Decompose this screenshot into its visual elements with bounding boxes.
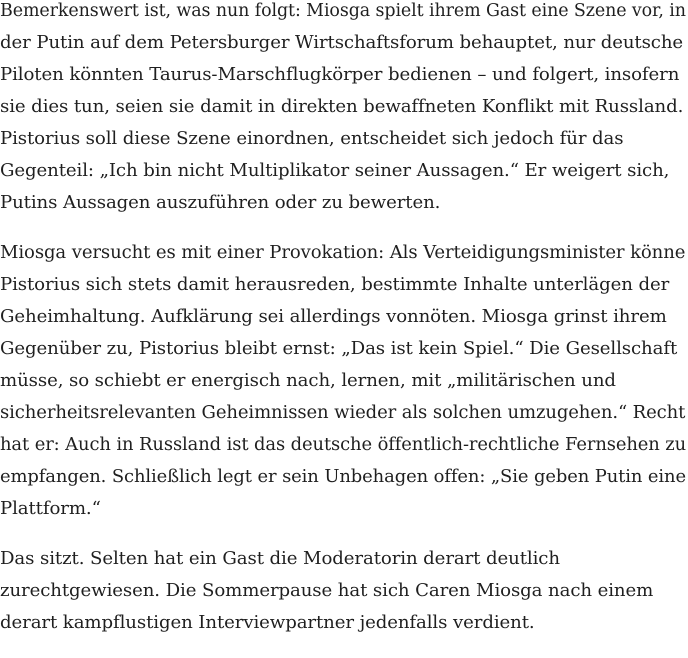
paragraph-line: derart kampflustigen Interviewpartner jedenfalls verdient. <box>0 612 535 633</box>
paragraph-line: Pistorius soll diese Szene einordnen, entscheidet sich jedoch für das <box>0 128 624 149</box>
paragraph-3 <box>0 543 688 639</box>
paragraph-line: zurechtgewiesen. Die Sommerpause hat sich Caren Miosga nach einem <box>0 580 654 601</box>
paragraph-1 <box>0 0 688 219</box>
paragraph-line: sicherheitsrelevanten Geheimnissen wieder als solchen umzugehen.“ Recht <box>0 402 686 423</box>
paragraph-line: müsse, so schiebt er energisch nach, lernen, mit „militärischen und <box>0 370 616 391</box>
paragraph-line: Plattform.“ <box>0 498 101 519</box>
paragraph-line: Das sitzt. Selten hat ein Gast die Moderatorin derart deutlich <box>0 548 560 569</box>
paragraph-line: sie dies tun, seien sie damit in direkten bewaffneten Konflikt mit Russland. <box>0 96 684 117</box>
paragraph-line: Bemerkenswert ist, was nun folgt: Miosga spielt ihrem Gast eine Szene vor, in <box>0 1 686 21</box>
paragraph-2 <box>0 237 688 525</box>
paragraph-line: Geheimhaltung. Aufklärung sei allerdings vonnöten. Miosga grinst ihrem <box>0 306 667 327</box>
paragraph-line: Putins Aussagen auszuführen oder zu bewerten. <box>0 192 441 213</box>
paragraph-line: Gegenteil: „Ich bin nicht Multiplikator seiner Aussagen.“ Er weigert sich, <box>0 160 670 181</box>
paragraph-line: Miosga versucht es mit einer Provokation: Als Verteidigungsminister könne <box>0 242 686 263</box>
paragraph-line: Gegenüber zu, Pistorius bleibt ernst: „Das ist kein Spiel.“ Die Gesellschaft <box>0 338 678 359</box>
paragraph-line: Pistorius sich stets damit herausreden, bestimmte Inhalte unterlägen der <box>0 274 670 295</box>
paragraph-line: empfangen. Schließlich legt er sein Unbehagen offen: „Sie geben Putin eine <box>0 466 687 487</box>
paragraph-line: der Putin auf dem Petersburger Wirtschaftsforum behauptet, nur deutsche <box>0 32 684 53</box>
paragraph-line: Piloten könnten Taurus-Marschflugkörper bedienen – und folgert, insofern <box>0 64 680 85</box>
paragraph-line: hat er: Auch in Russland ist das deutsche öffentlich-rechtliche Fernsehen zu <box>0 434 687 455</box>
